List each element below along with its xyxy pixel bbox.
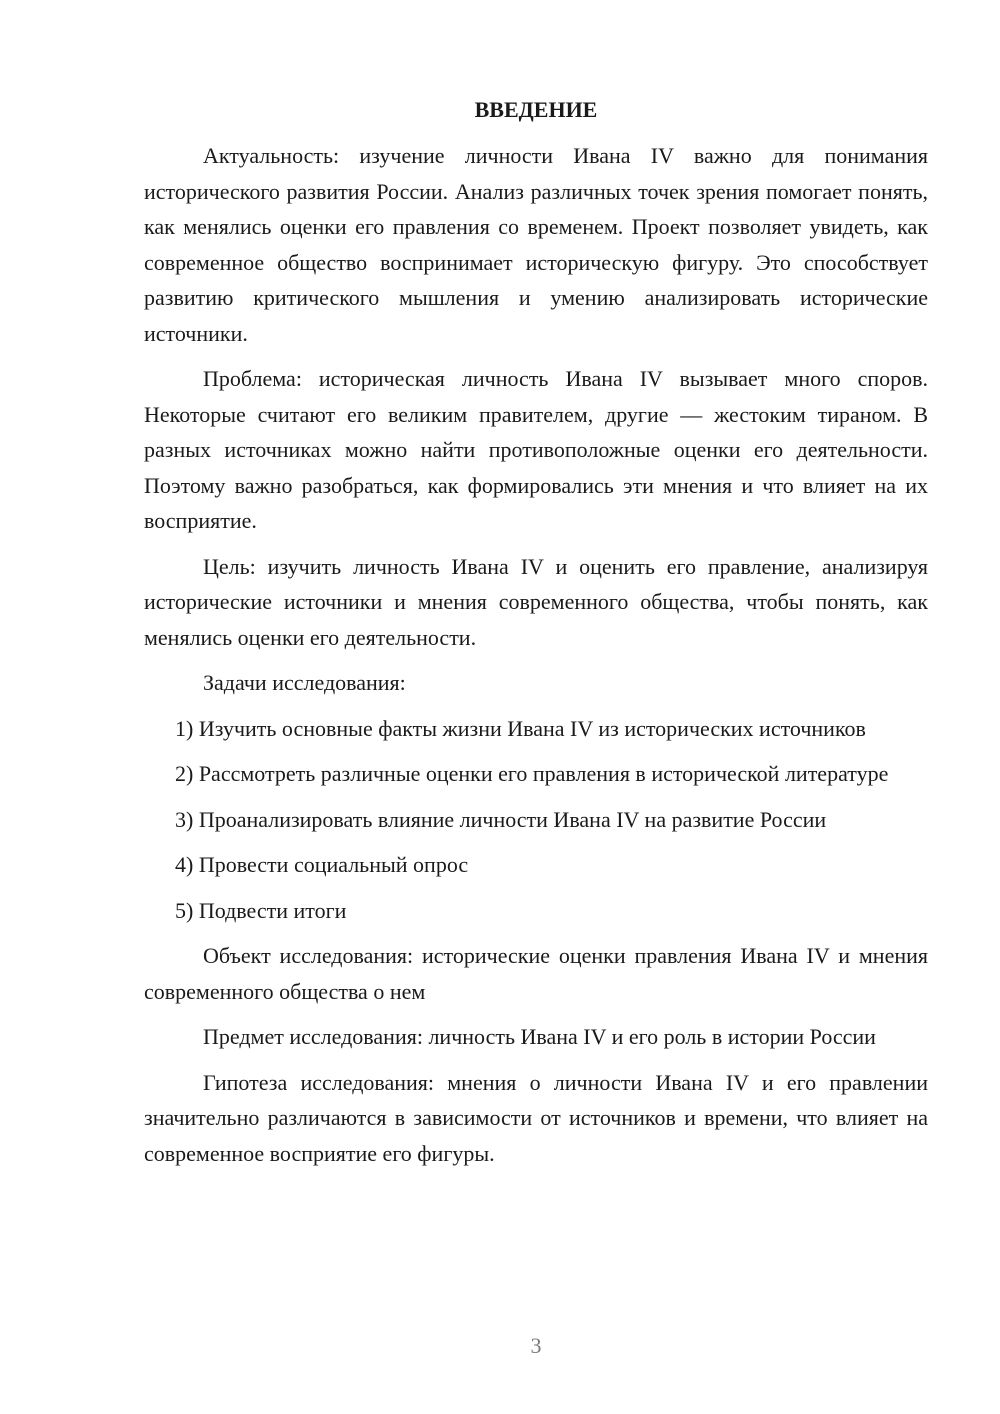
- list-item: 1) Изучить основные факты жизни Ивана IV из исторических источников: [175, 715, 866, 741]
- paragraph-goal: Цель: изучить личность Ивана IV и оценить его правление, анализируя исторические источники и мнения современного общества, чтобы понять, как менялись оценки его деятельности.: [144, 553, 928, 650]
- paragraph-relevance: Актуальность: изучение личности Ивана IV важно для понимания исторического развития России. Анализ различных точек зрения помогает понять, как менялись оценки его правления со временем. Проект позволяет увидеть, как современное общество воспринимает историческую фигуру. Это способствует развитию критического мышления и умению анализировать исторические источники.: [144, 143, 928, 346]
- paragraph-subject: Предмет исследования: личность Ивана IV и его роль в истории России: [203, 1024, 876, 1049]
- list-item: 2) Рассмотреть различные оценки его правления в исторической литературе: [175, 761, 889, 786]
- list-item: 5) Подвести итоги: [175, 897, 347, 923]
- list-item: 3) Проанализировать влияние личности Ивана IV на развитие России: [175, 806, 827, 832]
- tasks-list: [144, 711, 928, 929]
- paragraph-object: Объект исследования: исторические оценки правления Ивана IV и мнения современного общества о нем: [144, 943, 928, 1004]
- document-page: [144, 92, 928, 1181]
- page-title: ВВЕДЕНИЕ: [474, 97, 598, 122]
- paragraph-problem: Проблема: историческая личность Ивана IV вызывает много споров. Некоторые считают его великим правителем, другие — жестоким тираном. В разных источниках можно найти противоположные оценки его деятельности. Поэтому важно разобраться, как формировались эти мнения и что влияет на их восприятие.: [144, 366, 928, 533]
- paragraph-hypothesis: Гипотеза исследования: мнения о личности Ивана IV и его правлении значительно различаются в зависимости от источников и времени, что влияет на современное восприятие его фигуры.: [144, 1069, 928, 1166]
- tasks-header: Задачи исследования:: [203, 670, 406, 695]
- list-item: 4) Провести социальный опрос: [175, 852, 469, 877]
- page-number: 3: [530, 1333, 542, 1358]
